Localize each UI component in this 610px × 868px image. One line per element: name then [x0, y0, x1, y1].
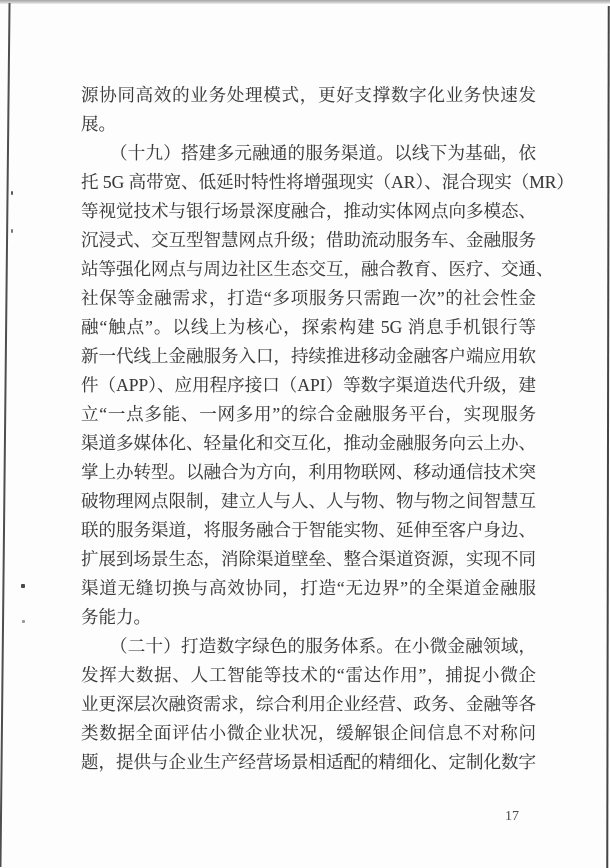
- text-line: （二十）打造数字绿色的服务体系。在小微金融领域，: [110, 636, 536, 656]
- scan-edge-left: [0, 3, 11, 867]
- text-line: 展。: [81, 114, 116, 134]
- paragraph-continuation: [81, 81, 536, 139]
- text-line: 融“触点”。以线上为核心，探索构建 5G 消息手机银行等: [81, 317, 536, 337]
- text-line: 社保等金融需求，打造“多项服务只需跑一次”的社会性金: [81, 288, 536, 308]
- text-line: 立“一点多能、一网多用”的综合金融服务平台，实现服务: [81, 404, 536, 424]
- ink-speckle: [22, 620, 25, 623]
- text-line: 扩展到场景生态，消除渠道壁垒、整合渠道资源，实现不同: [81, 549, 536, 569]
- text-line: 业更深层次融资需求，综合利用企业经营、政务、金融等各: [81, 694, 536, 714]
- text-line: 托 5G 高带宽、低延时特性将增强现实（AR）、混合现实（MR）: [81, 172, 574, 192]
- text-line: 等视觉技术与银行场景深度融合，推动实体网点向多模态、: [81, 201, 536, 221]
- paragraph-section-19: [81, 139, 574, 632]
- text-line: 掌上办转型。以融合为方向，利用物联网、移动通信技术突: [81, 462, 536, 482]
- text-line: 沉浸式、交互型智慧网点升级；借助流动服务车、金融服务: [81, 230, 536, 250]
- scan-edge-top: [0, 0, 610, 4]
- text-line: 发挥大数据、人工智能等技术的“雷达作用”，捕捉小微企: [81, 665, 536, 685]
- text-line: 题，提供与企业生产经营场景相适配的精细化、定制化数字: [81, 752, 536, 772]
- text-line: 站等强化网点与周边社区生态交互，融合教育、医疗、交通、: [81, 259, 554, 279]
- paragraph-section-20: [81, 632, 536, 777]
- ink-speckle: [11, 191, 13, 195]
- ink-speckle: [21, 584, 25, 588]
- text-line: 联的服务渠道，将服务融合于智能实物、延伸至客户身边、: [81, 520, 536, 540]
- text-line: 渠道多媒体化、轻量化和交互化，推动金融服务向云上办、: [81, 433, 536, 453]
- text-line: 件（APP）、应用程序接口（API）等数字渠道迭代升级，建: [81, 375, 536, 395]
- ink-speckle: [11, 229, 13, 233]
- text-line: 务能力。: [81, 607, 151, 627]
- scan-edge-right: [606, 6, 610, 868]
- page-number: 17: [505, 809, 519, 824]
- text-line: （十九）搭建多元融通的服务渠道。以线下为基础，依: [110, 143, 536, 163]
- text-line: 类数据全面评估小微企业状况，缓解银企间信息不对称问: [81, 723, 536, 743]
- text-line: 渠道无缝切换与高效协同，打造“无边界”的全渠道金融服: [81, 578, 536, 598]
- document-text: [81, 81, 574, 777]
- text-line: 新一代线上金融服务入口，持续推进移动金融客户端应用软: [81, 346, 536, 366]
- text-line: 源协同高效的业务处理模式，更好支撑数字化业务快速发: [81, 85, 536, 105]
- text-line: 破物理网点限制，建立人与人、人与物、物与物之间智慧互: [81, 491, 536, 511]
